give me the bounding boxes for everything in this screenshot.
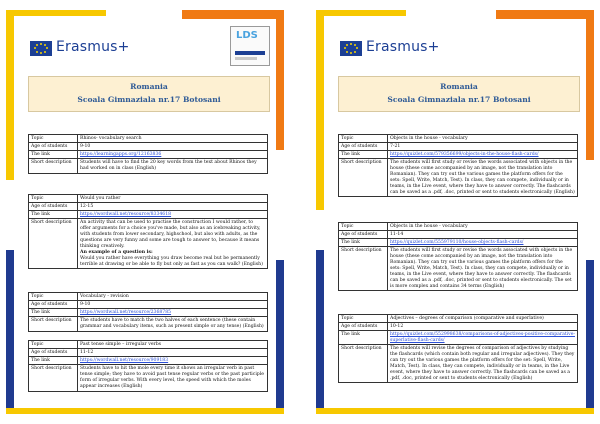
age-value: 7-21 — [388, 143, 578, 151]
activity-table — [28, 340, 268, 392]
erasmus-logo-text: Erasmus+ — [56, 39, 130, 55]
topic-label: Topic — [29, 195, 78, 203]
topic-value: Vocabulary - revision — [78, 293, 268, 301]
activity-link[interactable]: https://quizlet.com/555979110/house-objects-flash-cards/ — [390, 239, 524, 245]
country-title: Romania — [440, 82, 478, 91]
topic-label: Topic — [339, 135, 388, 143]
example-title: An example of a question is: — [80, 249, 153, 255]
age-value: 11-12 — [78, 349, 268, 357]
page-header — [6, 10, 284, 80]
age-value: 11-14 — [388, 231, 578, 239]
school-title: Scoala Gimnaziala nr.17 Botosani — [387, 95, 531, 104]
description-label: Short description — [29, 159, 78, 173]
link-label: The link — [339, 331, 388, 345]
topic-label: Topic — [339, 223, 388, 231]
description-label: Short description — [29, 317, 78, 331]
description-value: Students will have to find the 20 key words from the text about Rhinos they had worked on in class (English) — [78, 159, 268, 173]
description-label: Short description — [339, 345, 388, 383]
lds-project-logo — [230, 26, 270, 66]
activity-link[interactable]: https://wordwall.net/resource/8334618 — [80, 211, 172, 217]
topic-label: Topic — [339, 315, 388, 323]
description-label: Short description — [29, 365, 78, 391]
country-title: Romania — [130, 82, 168, 91]
description-value: The students will revise the degrees of comparison of adjectives by studying the flashcards (which contain both regular and irregular adjectives). They they can try out the various games the platform offers for the set: Spell, Write, Match, Test). In class, they can compete, individually or in teams, in the Live event, where they have to answer correctly. The flashcards can be saved as a .pdf, .doc, printed or sent to students electronically (English) — [388, 345, 578, 383]
age-value: 9-10 — [78, 143, 268, 151]
document-page-left — [6, 10, 284, 414]
topic-value: Would you rather — [78, 195, 268, 203]
activity-table — [28, 292, 268, 332]
blue-border-right — [586, 260, 594, 414]
school-title-box — [338, 76, 580, 112]
activity-link[interactable]: https://wordwall.net/resource/909183 — [80, 357, 169, 363]
activity-link[interactable]: https://quizlet.com/552998638/comparisons-of-adjectives-positive-comparative-superlative-flash-cards/ — [390, 331, 575, 343]
description-value: An activity that can be used to practise the construction I would rather, to offer arguments for a choice you've made, but also as an icebreaking activity, with students from lower secondary, highschool, but also with adults, as the questions are very funny and some are tough to answer to, because it means thinking creatively. — [80, 220, 261, 249]
age-label: Age of students — [29, 203, 78, 211]
age-label: Age of students — [29, 301, 78, 309]
description-label: Short description — [339, 159, 388, 197]
activity-link[interactable]: https://quizlet.com/579356699/objects-in-the-house-flash-cards/ — [390, 151, 539, 157]
activity-link[interactable]: https://learningapps.org/12163836 — [80, 151, 162, 157]
age-label: Age of students — [29, 143, 78, 151]
description-cell — [78, 219, 268, 269]
age-label: Age of students — [29, 349, 78, 357]
age-label: Age of students — [339, 323, 388, 331]
eu-flag-icon — [30, 41, 52, 56]
topic-label: Topic — [29, 293, 78, 301]
description-value: Students have to hit the mole every time it shows an irregular verb in past tense simple; they have to avoid past tense regular verbs or the past participle form of irregular verbs. With every level, the speed with which the moles appear increases (English) — [78, 365, 268, 391]
activity-table — [28, 134, 268, 174]
page-header — [316, 10, 594, 80]
topic-value: Past tense simple – irregular verbs — [78, 341, 268, 349]
activity-table — [338, 222, 578, 291]
activity-table — [28, 194, 268, 269]
school-title-box — [28, 76, 270, 112]
yellow-border-bottom — [316, 408, 594, 414]
topic-value: Rhinos- vocabulary search — [78, 135, 268, 143]
topic-label: Topic — [29, 341, 78, 349]
topic-value: Adjectives – degrees of comparison (comparative and superlative) — [388, 315, 578, 323]
link-label: The link — [339, 239, 388, 247]
school-title: Scoala Gimnaziala nr.17 Botosani — [77, 95, 221, 104]
document-page-right — [316, 10, 594, 414]
age-label: Age of students — [339, 231, 388, 239]
example-value: Would you rather have everything you draw become real but be permanently terrible at drawing or be able to fly but only as fast as you can walk? (English) — [80, 255, 263, 267]
topic-value: Objects in the house - vocabulary — [388, 223, 578, 231]
link-label: The link — [29, 357, 78, 365]
activity-table — [338, 314, 578, 383]
erasmus-logo-text: Erasmus+ — [366, 39, 440, 55]
activity-table — [338, 134, 578, 197]
description-label: Short description — [339, 247, 388, 291]
link-label: The link — [29, 211, 78, 219]
eu-flag-icon — [340, 41, 362, 56]
age-value: 12-15 — [78, 203, 268, 211]
age-label: Age of students — [339, 143, 388, 151]
blue-border-left — [316, 250, 324, 414]
yellow-border-bottom — [6, 408, 284, 414]
description-label: Short description — [29, 219, 78, 269]
description-value: The students will first study or revise the words associated with objects in the house (these come accompanied by an image, not the translation into Romanian). They can try out the various games the platform offers for the sets: Spell, Write, Match, Test). In class, they can compete, individually or in teams, in the Live event, where they have to answer correctly. The flashcards can be saved as a .pdf, .doc, printed or sent to students electronically (English) — [388, 159, 578, 197]
link-label: The link — [339, 151, 388, 159]
topic-label: Topic — [29, 135, 78, 143]
link-label: The link — [29, 309, 78, 317]
activity-link[interactable]: https://wordwall.net/resource/2368785 — [80, 309, 172, 315]
lds-logo-text: LDS — [236, 30, 258, 41]
blue-border-left — [6, 250, 14, 414]
blue-border-right — [276, 260, 284, 414]
age-value: 9-10 — [78, 301, 268, 309]
topic-value: Objects in the house - vocabulary — [388, 135, 578, 143]
description-value: The students will first study or revise the words associated with objects in the house (these come accompanied by an image, not the translation into Romanian). They can try out the various games the platform offers for the sets: Spell, Write, Match, Test). In class, they can compete, individually or in teams, in the Live event, where they have to answer correctly. The flashcards can be saved as a .pdf, .doc, printed or sent to students electronically. The set is more complex and contains 34 terms (English) — [388, 247, 578, 291]
description-value: The students have to match the two halves of each sentence (these contain grammar and vocabulary items, such as present simple or any tense) (English) — [78, 317, 268, 331]
link-label: The link — [29, 151, 78, 159]
age-value: 10-12 — [388, 323, 578, 331]
